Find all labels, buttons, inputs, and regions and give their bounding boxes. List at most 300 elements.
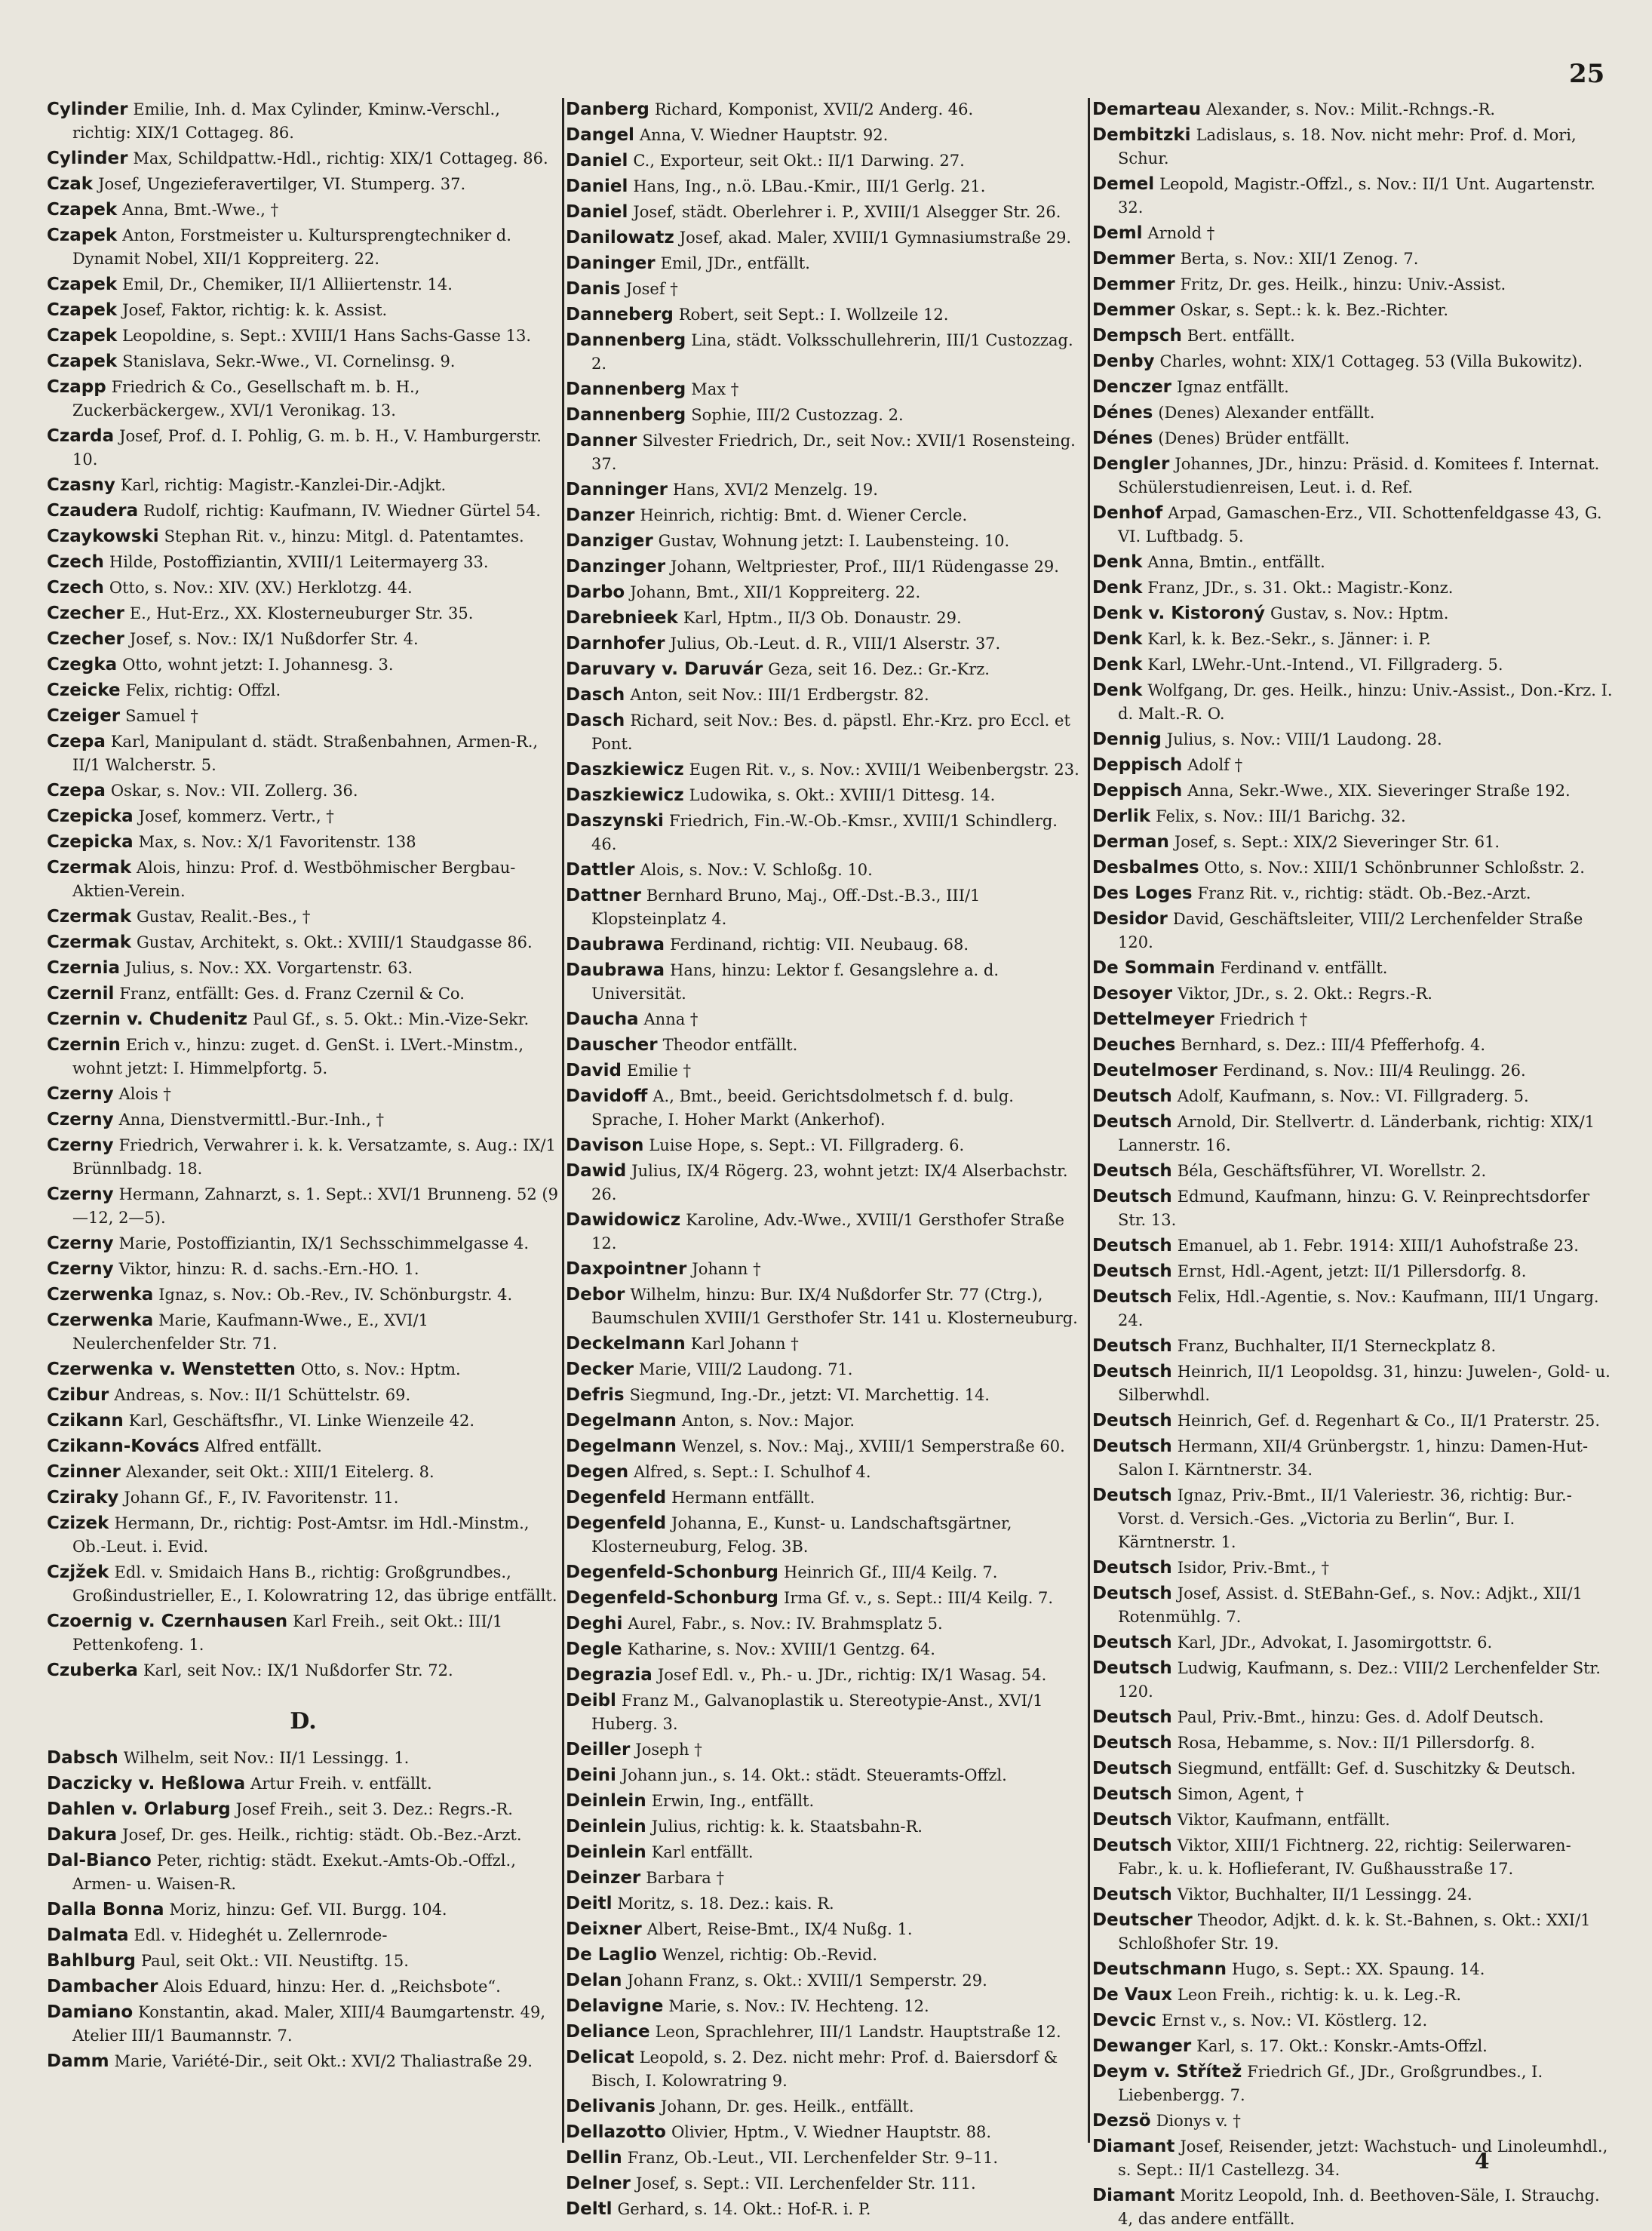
entry-surname: Deym v. Střítež	[1092, 2062, 1242, 2082]
entry-surname: Dempsch	[1092, 326, 1182, 346]
entry-details: Viktor, Kaufmann, entfällt.	[1177, 1811, 1390, 1829]
directory-entry	[1092, 576, 1613, 600]
directory-entry	[566, 933, 1086, 957]
entry-details: Ferdinand, richtig: VII. Neubaug. 68.	[670, 936, 969, 954]
entry-details: Moritz Leopold, Inh. d. Beethoven-Säle, I. Strauchg. 4, das andere entfällt.	[1118, 2186, 1600, 2228]
entry-details: Friedrich, Verwahrer i. k. k. Versatzamte, s. Aug.: IX/1 Brünnlbadg. 18.	[72, 1136, 556, 1178]
entry-details: Karl, LWehr.-Unt.-Intend., VI. Fillgraderg. 5.	[1147, 656, 1503, 674]
directory-entry	[566, 2121, 1086, 2144]
entry-surname: Deutsch	[1092, 1885, 1172, 1904]
directory-entry	[47, 576, 560, 600]
entry-details: Franz, Buchhalter, II/1 Sterneckplatz 8.	[1177, 1337, 1497, 1355]
entry-details: Stephan Rit. v., hinzu: Mitgl. d. Patentamtes.	[164, 527, 524, 545]
entry-surname: Deutsch	[1092, 1261, 1172, 1281]
directory-entry	[1092, 779, 1613, 803]
entry-surname: Czegka	[47, 655, 118, 675]
directory-entry	[1092, 1234, 1613, 1258]
directory-entry	[566, 1486, 1086, 1510]
entry-surname: Daninger	[566, 254, 656, 273]
directory-entry	[47, 1358, 560, 1381]
directory-entry	[566, 98, 1086, 121]
entry-details: Robert, seit Sept.: I. Wollzeile 12.	[678, 306, 949, 324]
entry-details: Bernhard Bruno, Maj., Off.-Dst.-B.3., III/1 Klopsteinplatz 4.	[591, 887, 981, 928]
entry-details: Lina, städt. Volksschullehrerin, III/1 Custozzag. 2.	[591, 331, 1073, 373]
entry-surname: Degle	[566, 1639, 622, 1659]
directory-entry	[566, 1815, 1086, 1839]
entry-surname: Deghi	[566, 1614, 623, 1633]
entry-details: Konstantin, akad. Maler, XIII/4 Baumgartenstr. 49, Atelier III/1 Baumannstr. 7.	[72, 2003, 545, 2045]
entry-details: David, Geschäftsleiter, VIII/2 Lerchenfelder Straße 120.	[1118, 910, 1583, 951]
directory-entry	[566, 1160, 1086, 1206]
directory-entry	[566, 1612, 1086, 1636]
entry-details: Rudolf, richtig: Kaufmann, IV. Wiedner Gürtel 54.	[143, 502, 541, 520]
entry-details: Katharine, s. Nov.: XVIII/1 Gentzg. 64.	[627, 1640, 935, 1658]
entry-surname: Delner	[566, 2174, 631, 2193]
entry-details: Leon Freih., richtig: k. u. k. Leg.-R.	[1177, 1986, 1461, 2004]
entry-details: Julius, s. Nov.: VIII/1 Laudong. 28.	[1166, 730, 1442, 748]
entry-details: Viktor, hinzu: R. d. sachs.-Ern.-HO. 1.	[118, 1260, 419, 1278]
directory-entry	[566, 226, 1086, 250]
directory-column-3	[1092, 98, 1613, 2228]
directory-entry	[1092, 1160, 1613, 1183]
entry-details: Anton, Forstmeister u. Kultursprengtechniker d. Dynamit Nobel, XII/1 Koppreiterg. 22.	[72, 226, 511, 268]
directory-entry	[566, 632, 1086, 656]
entry-details: Karl, Manipulant d. städt. Straßenbahnen, Armen-R., II/1 Walcherstr. 5.	[72, 733, 539, 774]
entry-details: Irma Gf. v., s. Sept.: III/4 Keilg. 7.	[784, 1589, 1054, 1607]
entry-details: Josef, s. Sept.: XIX/2 Sieveringer Str. 61.	[1174, 833, 1500, 851]
entry-details: Oskar, s. Nov.: VII. Zollerg. 36.	[110, 782, 358, 800]
directory-entry	[566, 252, 1086, 275]
entry-surname: Dalla Bonna	[47, 1900, 164, 1919]
entry-details: Berta, s. Nov.: XII/1 Zenog. 7.	[1180, 250, 1419, 268]
directory-entry	[47, 376, 560, 423]
entry-surname: Diamant	[1092, 2186, 1175, 2205]
entry-details: Stanislava, Sekr.-Wwe., VI. Cornelinsg. 9.	[122, 352, 456, 370]
entry-details: Sophie, III/2 Custozzag. 2.	[691, 406, 904, 424]
directory-entry	[47, 1772, 560, 1796]
entry-surname: Czoernig v. Czernhausen	[47, 1612, 288, 1631]
entry-details: Viktor, XIII/1 Fichtnerg. 22, richtig: Seilerwaren-Fabr., k. u. k. Hoflieferant, IV. Gußhausstraße 17.	[1118, 1836, 1571, 1878]
entry-surname: Czapek	[47, 200, 118, 220]
entry-details: C., Exporteur, seit Okt.: II/1 Darwing. 27.	[633, 152, 965, 170]
entry-details: Eugen Rit. v., s. Nov.: XVIII/1 Weibenbergstr. 23.	[689, 761, 1079, 779]
entry-surname: Danilowatz	[566, 228, 674, 247]
entry-details: Emilie, Inh. d. Max Cylinder, Kminw.-Verschl., richtig: XIX/1 Cottageg. 86.	[72, 100, 500, 142]
entry-details: Julius, richtig: k. k. Staatsbahn-R.	[651, 1818, 923, 1836]
footer-number: 4	[1475, 2149, 1490, 2174]
entry-surname: Dellin	[566, 2148, 622, 2168]
directory-entry	[47, 525, 560, 549]
entry-surname: Degen	[566, 1462, 629, 1482]
entry-surname: Cylinder	[47, 100, 128, 119]
directory-entry	[566, 1512, 1086, 1559]
directory-entry	[1092, 1059, 1613, 1083]
entry-details: Anna, Dienstvermittl.-Bur.-Inh., †	[118, 1111, 385, 1129]
entry-details: Viktor, Buchhalter, II/1 Lessingg. 24.	[1177, 1885, 1472, 1904]
directory-entry	[47, 1924, 560, 1947]
entry-details: Marie, Postoffiziantin, IX/1 Sechsschimmelgasse 4.	[118, 1234, 530, 1252]
entry-surname: Deliance	[566, 2022, 650, 2042]
directory-entry	[47, 98, 560, 145]
entry-surname: Delavigne	[566, 1996, 664, 2016]
directory-entry	[1092, 1984, 1613, 2007]
directory-entry	[47, 1309, 560, 1356]
entry-surname: Des Loges	[1092, 883, 1193, 903]
directory-entry	[47, 1898, 560, 1922]
entry-details: Geza, seit 16. Dez.: Gr.-Krz.	[768, 660, 990, 678]
directory-entry	[566, 1561, 1086, 1584]
entry-details: Bert. entfällt.	[1187, 327, 1295, 345]
entry-details: Olivier, Hptm., V. Wiedner Hauptstr. 88.	[671, 2123, 992, 2141]
entry-surname: Davison	[566, 1135, 644, 1155]
entry-details: Luise Hope, s. Sept.: VI. Fillgraderg. 6.	[649, 1136, 965, 1154]
entry-details: Wenzel, s. Nov.: Maj., XVIII/1 Semperstraße 60.	[681, 1437, 1065, 1455]
entry-details: Friedrich †	[1219, 1010, 1308, 1028]
entry-details: Richard, seit Nov.: Bes. d. päpstl. Ehr.-Krz. pro Eccl. et Pont.	[591, 711, 1070, 753]
entry-surname: Czizek	[47, 1513, 109, 1533]
directory-entry	[566, 329, 1086, 376]
directory-entry	[566, 2198, 1086, 2221]
directory-entry	[566, 2046, 1086, 2093]
entry-details: Arnold †	[1147, 224, 1215, 242]
entry-details: Alfred, s. Sept.: I. Schulhof 4.	[634, 1463, 871, 1481]
entry-details: Johannes, JDr., hinzu: Präsid. d. Komitees f. Internat. Schülerstudienreisen, Leut. i. d. Ref.	[1118, 455, 1600, 496]
directory-entry	[566, 2146, 1086, 2170]
directory-entry	[566, 530, 1086, 553]
directory-entry	[566, 2020, 1086, 2044]
entry-surname: Deutsch	[1092, 1707, 1172, 1727]
entry-details: Andreas, s. Nov.: II/1 Schüttelstr. 69.	[114, 1386, 411, 1404]
entry-surname: Czech	[47, 578, 104, 598]
entry-details: Alexander, s. Nov.: Milit.-Rchngs.-R.	[1206, 100, 1496, 118]
entry-details: Hans, hinzu: Lektor f. Gesangslehre a. d. Universität.	[591, 961, 999, 1003]
entry-surname: Daubrawa	[566, 935, 665, 954]
entry-surname: Dannenberg	[566, 330, 686, 350]
entry-details: Josef Freih., seit 3. Dez.: Regrs.-R.	[235, 1800, 513, 1818]
entry-details: Alois Eduard, hinzu: Her. d. „Reichsbote“.	[163, 1977, 501, 1996]
directory-entry	[566, 2172, 1086, 2196]
directory-entry	[1092, 1657, 1613, 1704]
entry-surname: Deutsch	[1092, 1086, 1172, 1106]
entry-details: Josef, Dr. ges. Heilk., richtig: städt. Ob.-Bez.-Arzt.	[122, 1826, 522, 1844]
entry-surname: Denk	[1092, 629, 1143, 649]
directory-entry	[47, 805, 560, 828]
directory-entry	[47, 957, 560, 980]
entry-surname: Danziger	[566, 531, 653, 551]
directory-entry	[1092, 957, 1613, 980]
directory-entry	[566, 1258, 1086, 1281]
directory-entry	[47, 1083, 560, 1106]
entry-surname: Czeiger	[47, 706, 121, 726]
entry-surname: Czernin	[47, 1035, 121, 1055]
entry-surname: Czecher	[47, 629, 124, 649]
entry-details: Edmund, Kaufmann, hinzu: G. V. Reinprechtsdorfer Str. 13.	[1118, 1188, 1590, 1229]
directory-entry	[47, 1008, 560, 1031]
entry-surname: De Sommain	[1092, 958, 1215, 978]
directory-entry	[566, 1867, 1086, 1890]
entry-surname: Desbalmes	[1092, 858, 1199, 877]
entry-surname: Dawidowicz	[566, 1210, 681, 1230]
entry-details: Hermann, XII/4 Grünbergstr. 1, hinzu: Damen-Hut-Salon I. Kärntnerstr. 34.	[1118, 1437, 1589, 1479]
directory-entry	[1092, 273, 1613, 297]
entry-surname: Derlik	[1092, 807, 1151, 826]
entry-surname: Czerny	[47, 1185, 114, 1204]
directory-entry	[566, 658, 1086, 681]
entry-surname: Deinlein	[566, 1842, 646, 1862]
entry-surname: Darnhofer	[566, 634, 665, 653]
entry-surname: Czermak	[47, 933, 131, 952]
entry-surname: Devcic	[1092, 2011, 1156, 2030]
entry-surname: Czermak	[47, 907, 131, 927]
directory-entry	[47, 1659, 560, 1682]
entry-surname: Degelmann	[566, 1437, 677, 1456]
entry-surname: Demmer	[1092, 275, 1175, 294]
entry-surname: Dattler	[566, 860, 635, 880]
entry-details: Karl Freih., seit Okt.: III/1 Pettenkofeng. 1.	[72, 1612, 503, 1654]
directory-entry	[1092, 299, 1613, 322]
entry-surname: Deutsch	[1092, 1437, 1172, 1456]
entry-details: Leopold, s. 2. Dez. nicht mehr: Prof. d. Baiersdorf & Bisch, I. Kolowratring 9.	[591, 2048, 1058, 2090]
directory-entry	[566, 1435, 1086, 1458]
entry-details: Siegmund, entfällt: Gef. d. Suschitzky & Deutsch.	[1177, 1759, 1576, 1778]
directory-entry	[47, 147, 560, 171]
entry-surname: Deutsch	[1092, 1759, 1172, 1778]
entry-surname: Czibur	[47, 1385, 109, 1405]
directory-entry	[47, 324, 560, 348]
directory-entry	[566, 1944, 1086, 1967]
entry-details: Karoline, Adv.-Wwe., XVIII/1 Gersthofer Straße 12.	[591, 1211, 1064, 1252]
entry-surname: Czjžek	[47, 1563, 109, 1582]
directory-entry	[566, 504, 1086, 527]
entry-details: Gerhard, s. 14. Okt.: Hof-R. i. P.	[617, 2200, 871, 2218]
directory-entry	[47, 905, 560, 929]
entry-surname: Deppisch	[1092, 755, 1183, 775]
directory-entry	[47, 499, 560, 523]
entry-details: Artur Freih. v. entfällt.	[250, 1775, 432, 1793]
entry-details: Ferdinand, s. Nov.: III/4 Reulingg. 26.	[1222, 1062, 1526, 1080]
entry-details: Edl. v. Hideghét u. Zellernrode-	[134, 1926, 388, 1944]
directory-entry	[1092, 2184, 1613, 2231]
entry-details: Rosa, Hebamme, s. Nov.: II/1 Pillersdorfg. 8.	[1177, 1734, 1536, 1752]
entry-surname: Deini	[566, 1765, 616, 1785]
entry-surname: Darbo	[566, 582, 625, 602]
entry-details: Arpad, Gamaschen-Erz., VII. Schottenfeldgasse 43, G. VI. Luftbadg. 5.	[1118, 504, 1602, 545]
entry-surname: Denk	[1092, 681, 1143, 700]
directory-entry	[47, 299, 560, 322]
entry-details: Otto, wohnt jetzt: I. Johannesg. 3.	[122, 656, 394, 674]
directory-entry	[1092, 2060, 1613, 2107]
entry-details: Gustav, Architekt, s. Okt.: XVIII/1 Staudgasse 86.	[137, 933, 533, 951]
entry-details: Hermann entfällt.	[671, 1489, 815, 1507]
entry-details: Leopold, Magistr.-Offzl., s. Nov.: II/1 Unt. Augartenstr. 32.	[1118, 175, 1595, 217]
directory-entry	[1092, 1085, 1613, 1108]
directory-entry	[47, 1486, 560, 1510]
entry-details: Max †	[691, 380, 739, 398]
entry-surname: Degenfeld	[566, 1488, 667, 1507]
entry-details: Anna, Bmt.-Wwe., †	[122, 201, 279, 219]
entry-surname: Czapek	[47, 352, 118, 371]
directory-entry	[1092, 247, 1613, 271]
entry-details: (Denes) Alexander entfällt.	[1158, 404, 1375, 422]
entry-surname: Davidoff	[566, 1086, 648, 1106]
directory-entry	[47, 779, 560, 803]
entry-details: Karl, Hptm., II/3 Ob. Donaustr. 29.	[683, 609, 962, 627]
entry-surname: Deutsch	[1092, 1784, 1172, 1804]
entry-surname: Czerwenka	[47, 1285, 154, 1304]
entry-surname: De Laglio	[566, 1945, 657, 1965]
entry-surname: Dennig	[1092, 730, 1162, 749]
entry-details: Josef, Prof. d. I. Pohlig, G. m. b. H., V. Hamburgerstr. 10.	[72, 427, 542, 469]
entry-surname: Degenfeld-Schonburg	[566, 1588, 779, 1608]
entry-surname: Czerny	[47, 1259, 114, 1279]
directory-entry	[1092, 754, 1613, 777]
entry-details: Ignaz entfällt.	[1177, 378, 1289, 396]
entry-surname: Daniel	[566, 177, 628, 196]
directory-entry	[566, 175, 1086, 198]
entry-details: Ferdinand v. entfällt.	[1220, 959, 1388, 977]
entry-surname: Delicat	[566, 2048, 634, 2067]
directory-entry	[47, 1409, 560, 1433]
directory-entry	[1092, 173, 1613, 220]
directory-entry	[1092, 982, 1613, 1006]
entry-surname: Deutsch	[1092, 1658, 1172, 1678]
entry-details: Paul, seit Okt.: VII. Neustiftg. 15.	[140, 1952, 409, 1970]
entry-surname: Deutsch	[1092, 1411, 1172, 1430]
entry-surname: Deutsch	[1092, 1112, 1172, 1132]
entry-surname: Dénes	[1092, 403, 1153, 423]
entry-details: Peter, richtig: städt. Exekut.-Amts-Ob.-Offzl., Armen- u. Waisen-R.	[72, 1851, 516, 1893]
entry-surname: Daszynski	[566, 811, 664, 831]
entry-details: Silvester Friedrich, Dr., seit Nov.: XVII/1 Rosensteing. 37.	[591, 432, 1076, 473]
directory-entry	[566, 758, 1086, 782]
directory-entry	[566, 607, 1086, 630]
entry-surname: Czerwenka v. Wenstetten	[47, 1360, 296, 1379]
entry-surname: Czerny	[47, 1110, 114, 1129]
entry-details: Oskar, s. Sept.: k. k. Bez.-Richter.	[1180, 301, 1449, 319]
directory-entry	[47, 198, 560, 222]
entry-details: Wolfgang, Dr. ges. Heilk., hinzu: Univ.-Assist., Don.-Krz. I. d. Malt.-R. O.	[1118, 681, 1613, 723]
entry-details: Alois †	[118, 1085, 171, 1103]
directory-entry	[1092, 805, 1613, 828]
entry-surname: Diamant	[1092, 2137, 1175, 2156]
entry-surname: Darebnieek	[566, 608, 678, 628]
directory-entry	[1092, 2009, 1613, 2033]
entry-details: Ernst v., s. Nov.: VI. Köstlerg. 12.	[1161, 2011, 1428, 2030]
entry-surname: Derman	[1092, 832, 1169, 852]
entry-surname: Deutsch	[1092, 1362, 1172, 1381]
directory-entry	[47, 679, 560, 702]
directory-entry	[47, 856, 560, 903]
entry-details: Samuel †	[125, 707, 198, 725]
entry-details: Hilde, Postoffiziantin, XVIII/1 Leitermayerg 33.	[109, 553, 489, 571]
entry-surname: Czermak	[47, 858, 131, 877]
column-rule	[1088, 98, 1090, 2143]
entry-surname: Defris	[566, 1385, 625, 1405]
entry-details: Ernst, Hdl.-Agent, jetzt: II/1 Pillersdorfg. 8.	[1177, 1262, 1527, 1280]
directory-entry	[566, 1892, 1086, 1916]
entry-details: Aurel, Fabr., s. Nov.: IV. Brahmsplatz 5.	[628, 1615, 943, 1633]
directory-entry	[1092, 502, 1613, 549]
entry-surname: Denczer	[1092, 377, 1172, 397]
directory-entry	[47, 1610, 560, 1657]
entry-details: Emil, Dr., Chemiker, II/1 Alliiertenstr. 14.	[122, 275, 453, 293]
entry-surname: Czapp	[47, 377, 106, 397]
entry-details: Fritz, Dr. ges. Heilk., hinzu: Univ.-Assist.	[1180, 275, 1506, 293]
entry-details: Arnold, Dir. Stellvertr. d. Länderbank, richtig: XIX/1 Lannerstr. 16.	[1118, 1113, 1595, 1154]
entry-details: Paul Gf., s. 5. Okt.: Min.-Vize-Sekr.	[253, 1010, 530, 1028]
entry-details: Siegmund, Ing.-Dr., jetzt: VI. Marchettig. 14.	[629, 1386, 990, 1404]
directory-entry	[566, 1059, 1086, 1083]
directory-entry	[566, 1764, 1086, 1787]
entry-surname: Deibl	[566, 1691, 616, 1710]
directory-entry	[1092, 2110, 1613, 2133]
entry-surname: Daszkiewicz	[566, 785, 684, 805]
entry-details: Hugo, s. Sept.: XX. Spaung. 14.	[1232, 1960, 1485, 1978]
entry-surname: Deutscher	[1092, 1910, 1193, 1930]
entry-details: Theodor entfällt.	[662, 1036, 798, 1054]
entry-details: Johann, Dr. ges. Heilk., entfällt.	[660, 2097, 914, 2116]
directory-entry	[1092, 1958, 1613, 1981]
entry-details: Edl. v. Smidaich Hans B., richtig: Großgrundbes., Großindustrieller, E., I. Kolowratring 12, das übrige entfällt.	[72, 1563, 557, 1605]
entry-surname: Dannenberg	[566, 380, 686, 399]
directory-entry	[566, 2095, 1086, 2119]
entry-details: Isidor, Priv.-Bmt., †	[1177, 1559, 1330, 1577]
entry-details: Karl, seit Nov.: IX/1 Nußdorfer Str. 72.	[143, 1661, 453, 1679]
entry-surname: Damiano	[47, 2002, 134, 2022]
entry-surname: Decker	[566, 1360, 634, 1379]
directory-entry	[566, 859, 1086, 882]
directory-entry	[566, 1283, 1086, 1330]
entry-details: Johann jun., s. 14. Okt.: städt. Steueramts-Offzl.	[621, 1766, 1007, 1784]
directory-entry	[566, 810, 1086, 856]
directory-entry	[566, 1790, 1086, 1813]
directory-entry	[1092, 1706, 1613, 1729]
directory-entry	[47, 602, 560, 625]
entry-details: Leopoldine, s. Sept.: XVIII/1 Hans Sachs-Gasse 13.	[122, 327, 532, 345]
entry-surname: Cziraky	[47, 1488, 119, 1507]
entry-details: Heinrich Gf., III/4 Keilg. 7.	[784, 1563, 998, 1581]
directory-entry	[1092, 1556, 1613, 1580]
directory-entry	[566, 378, 1086, 401]
directory-entry	[1092, 453, 1613, 499]
entry-details: Marie, Variété-Dir., seit Okt.: XVI/2 Thaliastraße 29.	[114, 2052, 533, 2070]
entry-details: Alois, s. Nov.: V. Schloßg. 10.	[640, 861, 873, 879]
directory-entry	[47, 425, 560, 472]
entry-surname: Deutsch	[1092, 1733, 1172, 1753]
directory-entry	[1092, 1409, 1613, 1433]
entry-surname: Degelmann	[566, 1411, 677, 1430]
directory-entry	[1092, 1808, 1613, 1832]
directory-entry	[566, 1134, 1086, 1157]
entry-details: Viktor, JDr., s. 2. Okt.: Regrs.-R.	[1178, 985, 1432, 1003]
entry-surname: Czarda	[47, 426, 115, 446]
entry-surname: Deutsch	[1092, 1584, 1172, 1603]
entry-surname: Deutsch	[1092, 1187, 1172, 1206]
directory-entry	[47, 1461, 560, 1484]
entry-surname: Danis	[566, 279, 621, 299]
entry-details: Bernhard, s. Dez.: III/4 Pfefferhofg. 4.	[1181, 1036, 1486, 1054]
entry-surname: Czepa	[47, 732, 106, 751]
entry-surname: Daubrawa	[566, 960, 665, 980]
entry-details: Hermann, Zahnarzt, s. 1. Sept.: XVI/1 Brunneng. 52 (9—12, 2—5).	[72, 1185, 558, 1227]
entry-details: Felix, Hdl.-Agentie, s. Nov.: Kaufmann, III/1 Ungarg. 24.	[1118, 1288, 1599, 1329]
entry-surname: Deitl	[566, 1894, 613, 1913]
page-number: 25	[1569, 59, 1605, 89]
directory-entry	[47, 1747, 560, 1770]
directory-entry	[566, 1358, 1086, 1381]
entry-details: Max, s. Nov.: X/1 Favoritenstr. 138	[138, 833, 416, 851]
directory-entry	[566, 884, 1086, 931]
